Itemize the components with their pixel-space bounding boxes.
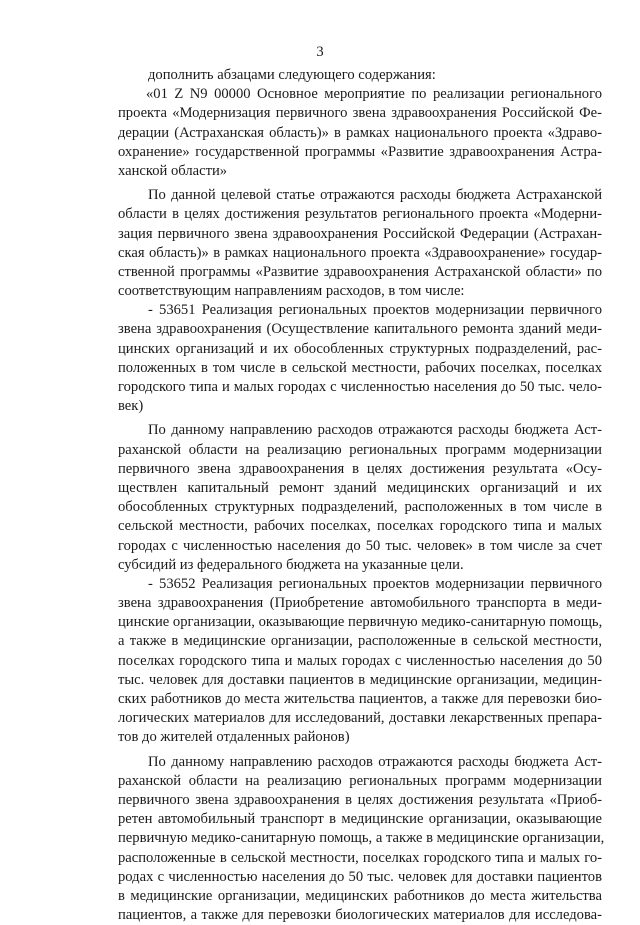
paragraph-line: тыс. человек для доставки пациентов в медицинские организации, медицин- — [118, 671, 602, 688]
paragraph-line: логических материалов для исследований, доставки лекарственных препара- — [118, 710, 602, 727]
paragraph-line: области в целях достижения результатов регионального проекта «Модерни- — [118, 206, 602, 223]
paragraph-line: первичного звена здравоохранения в целях достижения результата «Приоб- — [118, 791, 602, 808]
paragraph-line: ретен автомобильный транспорт в медицинские организации, оказывающие — [118, 811, 602, 828]
paragraph-line: - 53652 Реализация региональных проектов модернизации первичного — [148, 575, 602, 592]
paragraph-line: городского типа и малых городах с численностью населения до 50 тыс. чело- — [118, 379, 602, 395]
paragraph-line: тов до жителей отдаленных районов) — [118, 729, 350, 746]
paragraph-line: дерации (Астраханская область)» в рамках национального проекта «Здраво- — [118, 124, 602, 141]
paragraph-line: положенных в том числе в сельской местности, рабочих поселках, поселках — [118, 359, 602, 376]
paragraph-line: расположенные в сельской местности, поселках городского типа и малых го- — [118, 849, 602, 866]
paragraph-line: соответствующим направлениям расходов, в том числе: — [118, 283, 465, 300]
paragraph-line: По данному направлению расходов отражаются расходы бюджета Аст- — [148, 753, 602, 770]
paragraph-line: ственной программы «Развитие здравоохранения Астраханской области» по — [118, 263, 602, 280]
paragraph-line: ществлен капитальный ремонт зданий медицинских организаций и их — [118, 479, 602, 496]
paragraph-line: раханской области на реализацию региональных программ модернизации — [118, 772, 602, 789]
paragraph-line: раханской области на реализацию региональных программ модернизации — [118, 441, 602, 458]
paragraph-line: первичную медико-санитарную помощь, а также в медицинские организации, — [118, 830, 605, 847]
paragraph-line: проекта «Модернизация первичного звена здравоохранения Российской Фе- — [118, 105, 602, 122]
paragraph-line: субсидий из федерального бюджета на указанные цели. — [118, 556, 464, 573]
paragraph-line: городах с численностью населения до 50 тыс. человек» в том числе за счет — [118, 537, 602, 554]
paragraph-line: «01 Z N9 00000 Основное мероприятие по реализации регионального — [146, 86, 602, 103]
paragraph-line: зация первичного звена здравоохранения Российской Федерации (Астрахан- — [118, 225, 602, 242]
paragraph-line: сельской местности, рабочих поселках, поселках городского типа и малых — [118, 518, 602, 535]
intro-line: дополнить абзацами следующего содержания: — [148, 67, 436, 83]
paragraph-line: - 53651 Реализация региональных проектов модернизации первичного — [148, 302, 602, 319]
paragraph-line: а также в медицинские организации, расположенные в сельской местности, — [118, 633, 602, 650]
paragraph-line: ханской области» — [118, 162, 228, 179]
paragraph-line: По данному направлению расходов отражаются расходы бюджета Аст- — [148, 422, 602, 439]
paragraph-line: родах с численностью населения до 50 тыс. человек для доставки пациентов — [118, 868, 602, 885]
page-number: 3 — [316, 44, 324, 60]
paragraph-line: первичного звена здравоохранения в целях достижения результата «Осу- — [118, 460, 602, 477]
paragraph-line: По данной целевой статье отражаются расходы бюджета Астраханской — [148, 187, 602, 204]
paragraph-line: звена здравоохранения (Приобретение автомобильного транспорта в меди- — [118, 595, 602, 612]
paragraph-line: цинские организации, оказывающие первичную медико-санитарную помощь, — [118, 614, 603, 631]
paragraph-line: поселках городского типа и малых городах с численностью населения до 50 — [118, 652, 602, 669]
paragraph-line: обособленных структурных подразделений, расположенных в том числе в — [118, 499, 602, 516]
paragraph-line: цинских организаций и их обособленных структурных подразделений, рас- — [118, 340, 602, 357]
paragraph-line: век) — [118, 398, 144, 415]
paragraph-line: звена здравоохранения (Осуществление капитального ремонта зданий меди- — [118, 321, 602, 338]
document-body — [118, 66, 605, 925]
paragraph-line: в медицинские организации, медицинских работников до места жительства — [118, 887, 602, 904]
paragraph-line: ская область)» в рамках национального проекта «Здравоохранение» государ- — [118, 244, 602, 261]
paragraph-line: охранение» государственной программы «Развитие здравоохранения Астра- — [118, 143, 602, 160]
paragraph-line: ских работников до места жительства пациентов, а также для перевозки био- — [118, 691, 602, 707]
paragraph-line: пациентов, а также для перевозки биологических материалов для исследова- — [118, 907, 602, 924]
